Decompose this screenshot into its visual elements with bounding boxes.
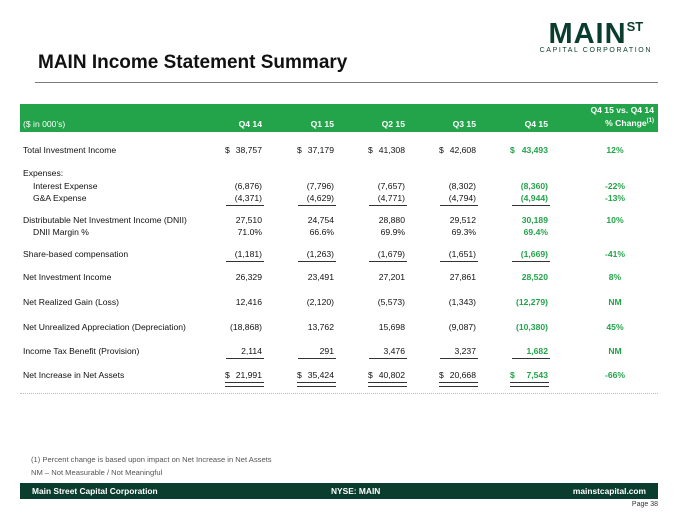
row-label: Net Realized Gain (Loss) <box>23 297 120 307</box>
dollar-sign: $ <box>297 145 302 155</box>
dollar-sign: $ <box>510 145 515 155</box>
cell-q1-15: 291 <box>319 346 334 356</box>
cell-change: 10% <box>606 215 624 225</box>
subtotal-underline <box>298 261 336 262</box>
cell-q1-15: 66.6% <box>309 227 334 237</box>
cell-q1-15: 13,762 <box>307 322 334 332</box>
table-row <box>20 271 658 283</box>
cell-change: 45% <box>606 322 624 332</box>
cell-q4-14: 26,329 <box>235 272 262 282</box>
cell-q2-15: 41,308 <box>378 145 405 155</box>
cell-q3-15: 69.3% <box>451 227 476 237</box>
cell-q2-15: (7,657) <box>377 181 405 191</box>
cell-q4-14: 12,416 <box>235 297 262 307</box>
subtotal-underline <box>369 261 407 262</box>
cell-change: -22% <box>604 181 626 191</box>
cell-q3-15: 27,861 <box>449 272 476 282</box>
cell-change: 8% <box>608 272 622 282</box>
footer-company: Main Street Capital Corporation <box>32 486 158 496</box>
table-row <box>20 180 658 192</box>
subtotal-underline <box>369 358 407 359</box>
cell-q2-15: 27,201 <box>378 272 405 282</box>
page-title: MAIN Income Statement Summary <box>38 52 348 73</box>
cell-change: -66% <box>604 370 626 380</box>
page-number: Page 38 <box>631 501 658 508</box>
cell-q3-15: (8,302) <box>448 181 476 191</box>
cell-q2-15: (5,573) <box>377 297 405 307</box>
cell-q1-15: 37,179 <box>307 145 334 155</box>
company-logo <box>540 12 652 54</box>
cell-q4-15: (10,380) <box>515 322 548 332</box>
header-change-footnote: (1) <box>646 118 654 125</box>
cell-change: -13% <box>604 193 626 203</box>
row-label: Distributable Net Investment Income (DNII) <box>23 215 187 225</box>
table-row <box>20 248 658 260</box>
row-label: Net Investment Income <box>23 272 112 282</box>
subtotal-underline <box>512 358 550 359</box>
footnote-nm: NM – Not Measurable / Not Meaningful <box>31 468 163 477</box>
header-q4-15: Q4 15 <box>524 119 548 129</box>
header-q3-15: Q3 15 <box>452 119 476 129</box>
header-change-line1: Q4 15 vs. Q4 14 <box>590 105 654 116</box>
dollar-sign: $ <box>368 370 373 380</box>
cell-change: -41% <box>604 249 626 259</box>
footnote-percent-change: (1) Percent change is based upon impact on Net Increase in Net Assets <box>31 455 272 464</box>
total-double-underline <box>510 382 549 387</box>
cell-q4-15: 28,520 <box>521 272 548 282</box>
subtotal-underline <box>226 358 264 359</box>
table-row <box>20 296 658 308</box>
header-change <box>590 105 654 129</box>
cell-q4-14: (6,876) <box>234 181 262 191</box>
cell-q4-15: (12,279) <box>515 297 548 307</box>
total-double-underline <box>297 382 336 387</box>
cell-q2-15: 40,802 <box>378 370 405 380</box>
cell-q4-14: 38,757 <box>235 145 262 155</box>
cell-q1-15: 35,424 <box>307 370 334 380</box>
cell-q4-15: 30,189 <box>521 215 548 225</box>
row-label: G&A Expense <box>33 193 87 203</box>
dollar-sign: $ <box>368 145 373 155</box>
dollar-sign: $ <box>225 370 230 380</box>
footer-website[interactable]: mainstcapital.com <box>572 486 646 496</box>
cell-q3-15: (1,343) <box>448 297 476 307</box>
cell-q1-15: (4,629) <box>306 193 334 203</box>
title-divider <box>35 82 658 83</box>
row-label: Expenses: <box>23 168 64 178</box>
table-row <box>20 226 658 238</box>
row-label: Share-based compensation <box>23 249 129 259</box>
header-q4-14: Q4 14 <box>238 119 262 129</box>
cell-q4-15: (8,360) <box>520 181 548 191</box>
row-label: DNII Margin % <box>33 227 89 237</box>
table-row <box>20 144 658 156</box>
dollar-sign: $ <box>439 370 444 380</box>
subtotal-underline <box>440 261 478 262</box>
header-change-line2: % Change <box>605 118 647 128</box>
cell-q4-15: 1,682 <box>526 346 548 356</box>
cell-q3-15: 29,512 <box>449 215 476 225</box>
dollar-sign: $ <box>297 370 302 380</box>
cell-q2-15: 3,476 <box>383 346 405 356</box>
logo-sup: ST <box>626 19 644 34</box>
subtotal-underline <box>440 205 478 206</box>
cell-q3-15: (1,651) <box>448 249 476 259</box>
row-label: Income Tax Benefit (Provision) <box>23 346 140 356</box>
logo-subtitle: CAPITAL CORPORATION <box>539 47 652 54</box>
cell-q1-15: 24,754 <box>307 215 334 225</box>
total-double-underline <box>439 382 478 387</box>
table-bottom-divider <box>20 393 658 394</box>
table-row <box>20 192 658 204</box>
cell-q4-14: 71.0% <box>237 227 262 237</box>
header-q1-15: Q1 15 <box>310 119 334 129</box>
header-units-label: ($ in 000's) <box>23 119 66 129</box>
row-label: Net Unrealized Appreciation (Depreciation) <box>23 322 186 332</box>
cell-q1-15: (7,796) <box>306 181 334 191</box>
dollar-sign: $ <box>225 145 230 155</box>
cell-q4-14: (1,181) <box>234 249 262 259</box>
table-row <box>20 369 658 381</box>
total-double-underline <box>368 382 407 387</box>
cell-q1-15: (1,263) <box>306 249 334 259</box>
table-row <box>20 345 658 357</box>
cell-q4-14: 21,991 <box>235 370 262 380</box>
row-label: Total Investment Income <box>23 145 117 155</box>
cell-q4-15: (4,944) <box>520 193 548 203</box>
cell-q4-15: 7,543 <box>526 370 548 380</box>
subtotal-underline <box>298 358 336 359</box>
row-label: Interest Expense <box>33 181 98 191</box>
logo-main-text: MAIN <box>548 18 627 50</box>
table-row <box>20 167 658 179</box>
cell-q2-15: (1,679) <box>377 249 405 259</box>
subtotal-underline <box>226 261 264 262</box>
cell-q3-15: 20,668 <box>449 370 476 380</box>
dollar-sign: $ <box>510 370 515 380</box>
cell-q4-14: 27,510 <box>235 215 262 225</box>
cell-q2-15: 69.9% <box>380 227 405 237</box>
row-label: Net Increase in Net Assets <box>23 370 125 380</box>
subtotal-underline <box>512 261 550 262</box>
cell-change: NM <box>608 297 622 307</box>
table-row <box>20 214 658 226</box>
cell-change: 12% <box>606 145 624 155</box>
subtotal-underline <box>440 358 478 359</box>
table-row <box>20 321 658 333</box>
cell-q1-15: (2,120) <box>306 297 334 307</box>
subtotal-underline <box>226 205 264 206</box>
cell-change: NM <box>608 346 622 356</box>
header-q2-15: Q2 15 <box>381 119 405 129</box>
cell-q4-15: (1,669) <box>520 249 548 259</box>
cell-q4-14: 2,114 <box>241 346 262 356</box>
footer-ticker: NYSE: MAIN <box>331 486 381 496</box>
dollar-sign: $ <box>439 145 444 155</box>
cell-q4-14: (18,868) <box>229 322 262 332</box>
cell-q3-15: 42,608 <box>449 145 476 155</box>
cell-q2-15: (4,771) <box>377 193 405 203</box>
subtotal-underline <box>512 205 550 206</box>
cell-q2-15: 15,698 <box>378 322 405 332</box>
cell-q3-15: (4,794) <box>448 193 476 203</box>
subtotal-underline <box>298 205 336 206</box>
cell-q1-15: 23,491 <box>307 272 334 282</box>
cell-q4-15: 43,493 <box>521 145 548 155</box>
cell-q3-15: (9,087) <box>448 322 476 332</box>
table-header <box>20 104 658 132</box>
footer-bar <box>20 483 658 499</box>
cell-q2-15: 28,880 <box>378 215 405 225</box>
cell-q3-15: 3,237 <box>454 346 476 356</box>
subtotal-underline <box>369 205 407 206</box>
cell-q4-15: 69.4% <box>523 227 548 237</box>
total-double-underline <box>225 382 264 387</box>
cell-q4-14: (4,371) <box>234 193 262 203</box>
